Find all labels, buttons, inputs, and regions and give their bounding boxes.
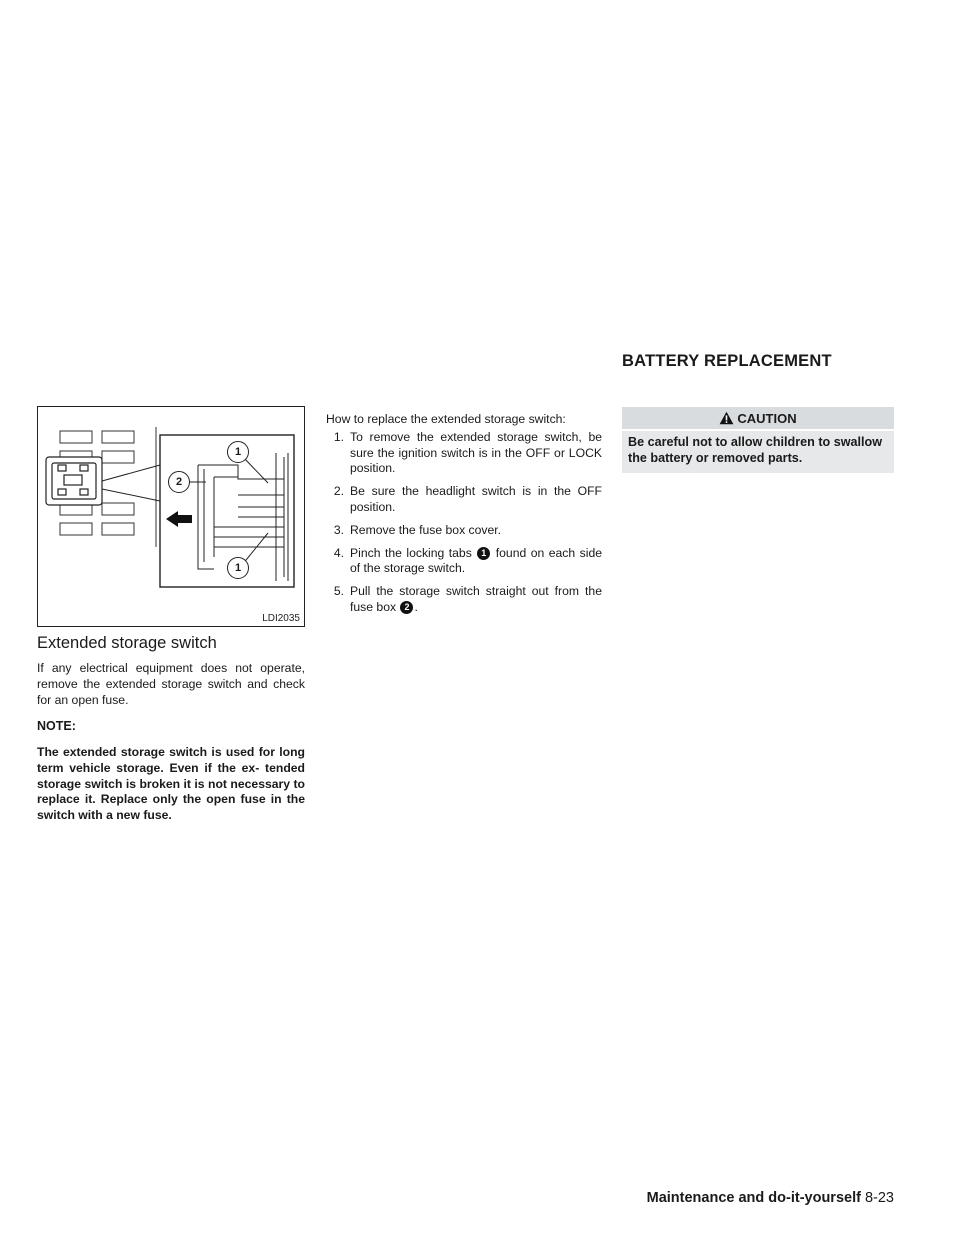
step-text: Pull the storage switch straight out from the fuse box [350,584,602,614]
callout-1-bottom: 1 [227,557,249,579]
page-footer [622,1190,894,1206]
steps-section [326,412,602,623]
battery-replacement-heading: BATTERY REPLACEMENT [622,352,832,370]
step-text-cont: found on each side of the storage switch. [350,545,602,576]
callout-marker-1: 1 [477,547,490,560]
note-body: The extended storage switch is used for long term vehicle storage. Even if the ex- tended storage switch is broken it is not necessary to replace it. Replace only the open fuse in the switch with a new fuse. [37,745,305,823]
warning-triangle-icon [719,411,734,425]
intro-paragraph: If any electrical equipment does not operate, remove the extended storage switch and check for an open fuse. [37,661,305,707]
list-item [326,584,602,616]
step-number: 2. [333,484,344,499]
step-number: 1. [333,429,344,444]
page-number: 8-23 [864,1190,894,1206]
figure-id: LDI2035 [262,613,300,624]
caution-label: CAUTION [737,410,797,426]
list-item [326,523,602,539]
note-title: NOTE: [37,719,76,733]
step-text-cont: . [414,599,418,614]
callout-1-top: 1 [227,441,249,463]
caution-text: Be careful not to allow children to swallow the battery or removed parts. [622,431,894,473]
step-text: Pinch the locking tabs [350,545,472,560]
callout-marker-2: 2 [400,601,413,614]
steps-list [326,430,602,616]
chapter-title: Maintenance and do-it-yourself [646,1190,861,1206]
fuse-box-illustration [37,406,305,627]
list-item [326,546,602,578]
step-number: 5. [333,584,344,599]
step-text: Remove the fuse box cover. [350,522,502,537]
caution-header [622,407,894,429]
step-text: Be sure the headlight switch is in the OFF position. [350,484,602,514]
fuse-box-diagram [38,407,304,626]
step-number: 3. [333,522,344,537]
caution-box [622,407,894,473]
list-item [326,430,602,477]
callout-2: 2 [168,471,190,493]
extended-storage-subheading: Extended storage switch [37,634,217,652]
step-text: To remove the extended storage switch, be sure the ignition switch is in the OFF or LOCK position. [350,429,602,476]
step-number: 4. [333,545,344,560]
steps-lead: How to replace the extended storage switch: [326,412,566,426]
list-item [326,484,602,516]
